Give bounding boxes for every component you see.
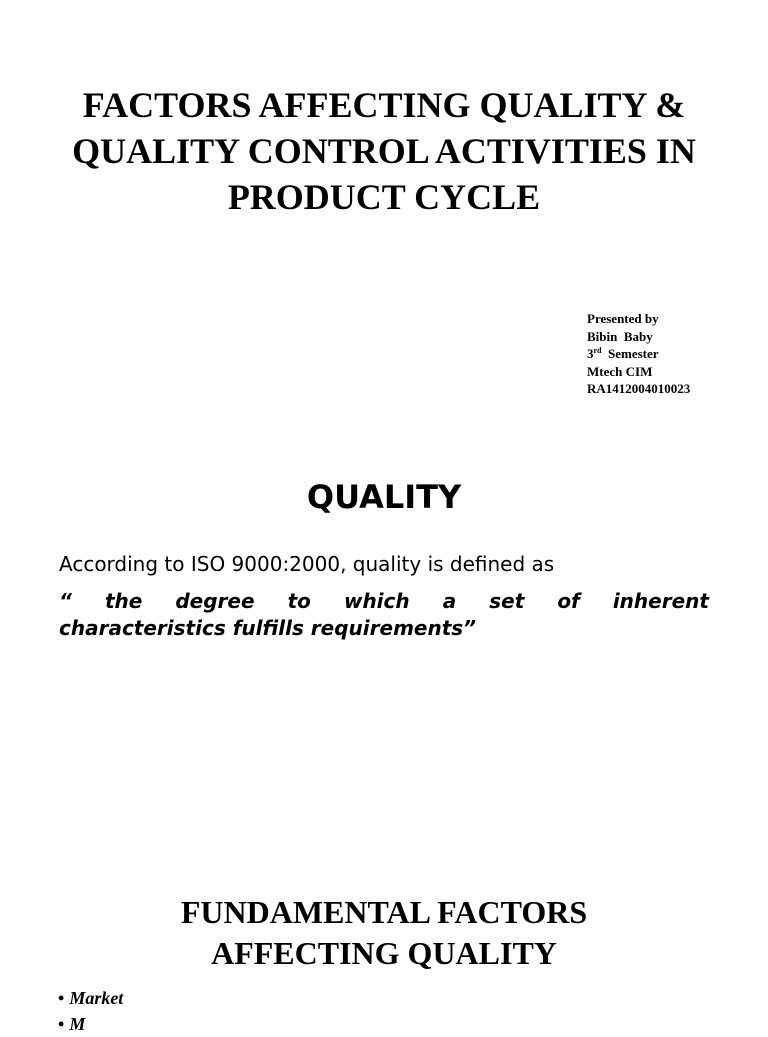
quote-line-1 <box>59 588 709 615</box>
presenter-label: Presented by <box>587 311 659 326</box>
presenter-course: Mtech CIM <box>587 363 653 379</box>
quote-word: set <box>489 589 525 613</box>
factors-heading <box>20 892 748 974</box>
quote-word: of <box>557 589 580 613</box>
presenter-semester <box>587 345 690 363</box>
presenter-info <box>587 310 690 398</box>
quality-heading: QUALITY <box>306 478 462 516</box>
slide-title: FACTORS AFFECTING QUALITY & QUALITY CONTROL ACTIVITIES IN PRODUCT CYCLE <box>72 85 696 217</box>
list-item: • M <box>58 1011 123 1037</box>
factors-heading-line-1: FUNDAMENTAL FACTORS <box>180 894 588 930</box>
semester-text: Semester <box>601 346 659 361</box>
list-item: • Market <box>58 985 123 1011</box>
quote-word: a <box>442 589 457 613</box>
definition-intro: According to ISO 9000:2000, quality is defined as <box>59 552 555 576</box>
quote-word: which <box>343 589 410 613</box>
factors-heading-line-2: AFFECTING QUALITY <box>211 935 557 971</box>
semester-suffix: rd <box>593 346 602 355</box>
presenter-reg-no: RA1412004010023 <box>587 381 691 396</box>
quote-word: the <box>104 589 143 613</box>
quote-word: degree <box>175 589 255 613</box>
quote-line-2: characteristics fulfills requirements” <box>59 616 477 640</box>
presenter-name: Bibin Baby <box>587 328 653 344</box>
quote-word: inherent <box>612 589 709 613</box>
quote-word: to <box>287 589 311 613</box>
quote-word: “ <box>59 589 72 613</box>
factors-list <box>58 985 123 1037</box>
definition-quote <box>59 588 709 642</box>
semester-number: 3 <box>587 346 594 361</box>
